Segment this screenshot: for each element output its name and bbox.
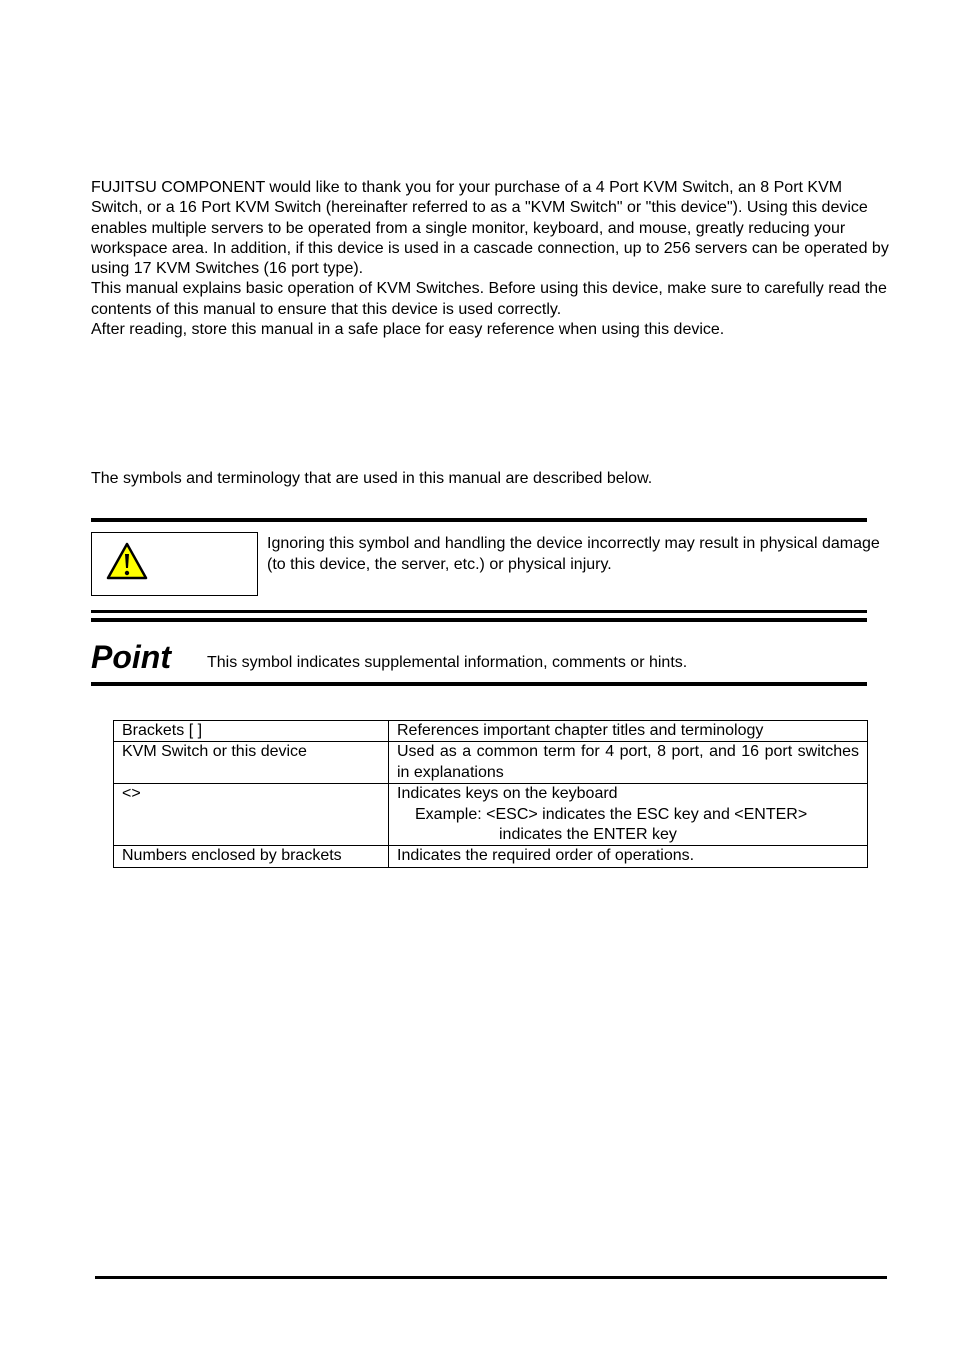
point-symbol-label: Point [91, 639, 171, 675]
example-text: Example: <ESC> indicates the ESC key and <ENTER> [415, 805, 808, 823]
example-text: indicates the ENTER key [499, 826, 677, 844]
meaning-cell [389, 784, 868, 846]
table-row [114, 784, 868, 846]
caution-symbol-box [91, 532, 258, 596]
terminology-table [113, 720, 868, 868]
intro-paragraph: This manual explains basic operation of KVM Switches. Before using this device, make sure to carefully read the contents of this manual to ensure that this device is used correctly. [91, 280, 887, 318]
divider [91, 610, 867, 613]
meaning-cell: Used as a common term for 4 port, 8 port, and 16 port switches in explanations [389, 742, 868, 784]
caution-description: Ignoring this symbol and handling the device incorrectly may result in physical damage (to this device, the server, etc.) or physical injury. [267, 535, 880, 573]
intro-paragraph: FUJITSU COMPONENT would like to thank you for your purchase of a 4 Port KVM Switch, an 8 Port KVM Switch, or a 16 Port KVM Switch (hereinafter referred to as a "KVM Switch" or "this device"). Using this device enables multiple servers to be operated from a single monitor, keyboard, and mouse, greatly reducing your workspace area. In addition, if this device is used in a cascade connection, up to 256 servers can be operated by using 17 KVM Switches (16 port type). [91, 179, 889, 278]
term-cell: <> [114, 784, 389, 846]
table-row [114, 742, 868, 784]
warning-triangle-icon [106, 542, 148, 580]
intro-paragraph: After reading, store this manual in a safe place for easy reference when using this device. [91, 321, 725, 339]
table-row [114, 846, 868, 867]
symbols-intro: The symbols and terminology that are used in this manual are described below. [91, 470, 653, 487]
meaning-cell: Indicates the required order of operations. [389, 846, 868, 867]
divider [91, 682, 867, 686]
point-description: This symbol indicates supplemental information, comments or hints. [207, 654, 688, 671]
divider [91, 518, 867, 522]
table-row [114, 721, 868, 742]
term-cell: KVM Switch or this device [114, 742, 389, 784]
term-cell: Numbers enclosed by brackets [114, 846, 389, 867]
divider [91, 618, 867, 622]
meaning-text: Indicates keys on the keyboard [397, 785, 618, 803]
term-cell: Brackets [ ] [114, 721, 389, 742]
meaning-cell: References important chapter titles and terminology [389, 721, 868, 742]
footer-rule [95, 1276, 887, 1279]
intro-text [91, 178, 891, 340]
